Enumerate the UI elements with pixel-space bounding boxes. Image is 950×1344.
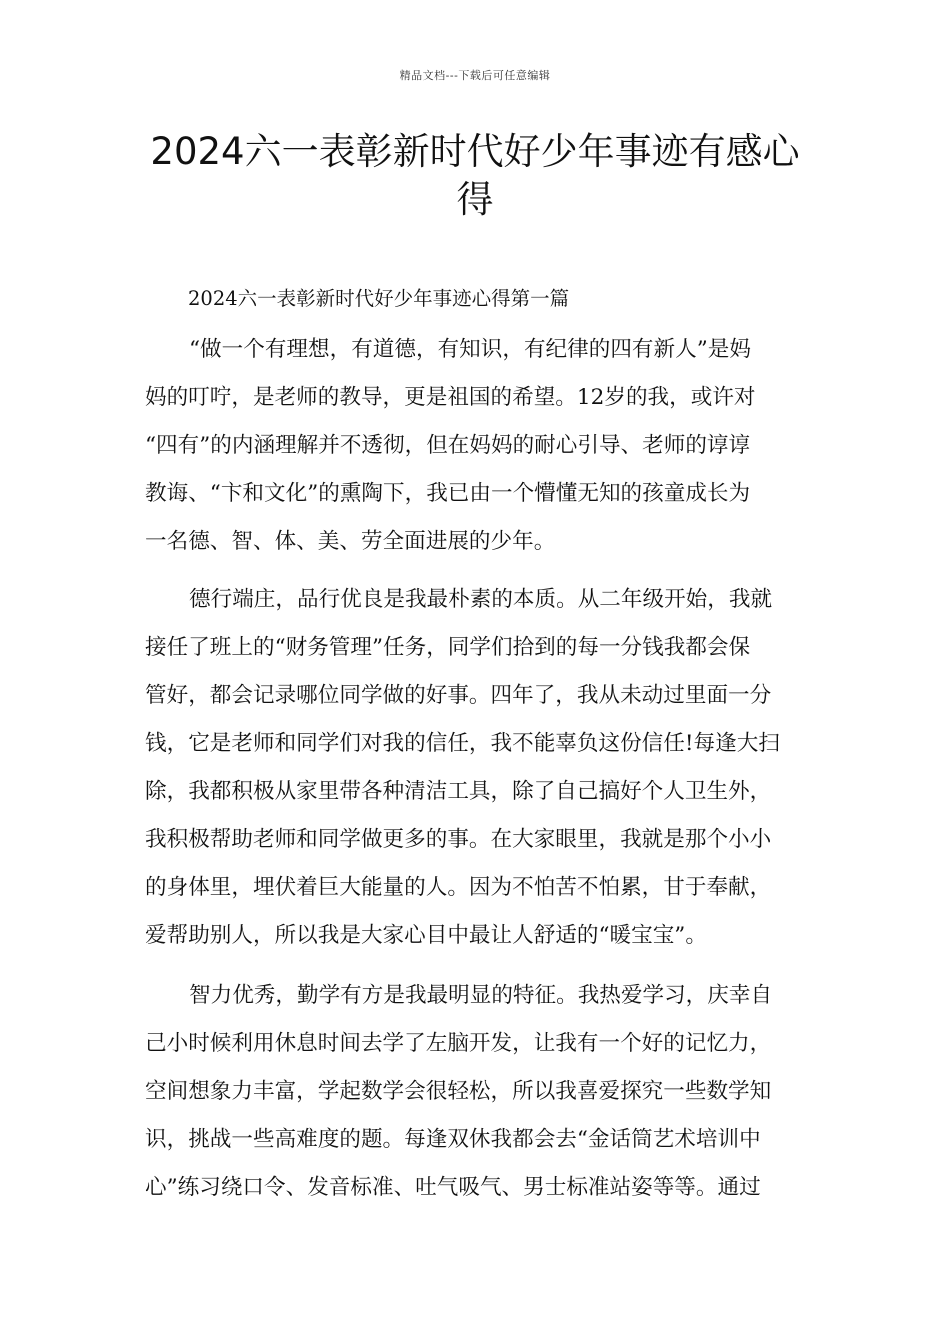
paragraph-line: 己小时候利用休息时间去学了左脑开发，让我有一个好的记忆力， xyxy=(145,1031,772,1056)
paragraph-line: 钱，它是老师和同学们对我的信任，我不能辜负这份信任!每逢大扫 xyxy=(145,731,780,756)
paragraph-line: 德行端庄，品行优良是我最朴素的本质。从二年级开始，我就 xyxy=(189,587,773,612)
paragraph-2 xyxy=(145,576,807,960)
paragraph-line: 空间想象力丰富，学起数学会很轻松，所以我喜爱探究一些数学知 xyxy=(145,1079,772,1104)
paragraph-line: 除，我都积极从家里带各种清洁工具，除了自己搞好个人卫生外， xyxy=(145,779,772,804)
paragraph-line: 爱帮助别人，所以我是大家心目中最让人舒适的“暖宝宝”。 xyxy=(145,923,707,948)
title-line-1: 2024六一表彰新时代好少年事迹有感心 xyxy=(150,130,800,173)
paragraph-line: 妈的叮咛，是老师的教导，更是祖国的希望。12岁的我，或许对 xyxy=(145,385,756,410)
paragraph-line: 一名德、智、体、美、劳全面进展的少年。 xyxy=(145,529,556,554)
paragraph-3 xyxy=(145,972,807,1212)
header-note: 精品文档---下载后可任意编辑 xyxy=(399,69,551,82)
paragraph-line: “四有”的内涵理解并不透彻，但在妈妈的耐心引导、老师的谆谆 xyxy=(145,433,751,458)
paragraph-line: 的身体里，埋伏着巨大能量的人。因为不怕苦不怕累，甘于奉献， xyxy=(145,875,772,900)
paragraph-line: 识，挑战一些高难度的题。每逢双休我都会去“金话筒艺术培训中 xyxy=(145,1127,761,1152)
title-line-2: 得 xyxy=(456,178,494,221)
document-title xyxy=(130,128,820,224)
paragraph-line: “做一个有理想，有道德，有知识，有纪律的四有新人”是妈 xyxy=(189,337,751,362)
paragraph-line: 教诲、“卞和文化”的熏陶下，我已由一个懵懂无知的孩童成长为 xyxy=(145,481,751,506)
paragraph-line: 管好，都会记录哪位同学做的好事。四年了，我从未动过里面一分 xyxy=(145,683,772,708)
paragraph-line: 接任了班上的“财务管理”任务，同学们拾到的每一分钱我都会保 xyxy=(145,635,751,660)
paragraph-line: 智力优秀，勤学有方是我最明显的特征。我热爱学习，庆幸自 xyxy=(189,983,773,1008)
paragraph-1 xyxy=(145,326,807,566)
section-heading: 2024六一表彰新时代好少年事迹心得第一篇 xyxy=(188,287,570,310)
paragraph-line: 我积极帮助老师和同学做更多的事。在大家眼里，我就是那个小小 xyxy=(145,827,772,852)
paragraph-line: 心”练习绕口令、发音标准、吐气吸气、男士标准站姿等等。通过 xyxy=(145,1175,761,1200)
